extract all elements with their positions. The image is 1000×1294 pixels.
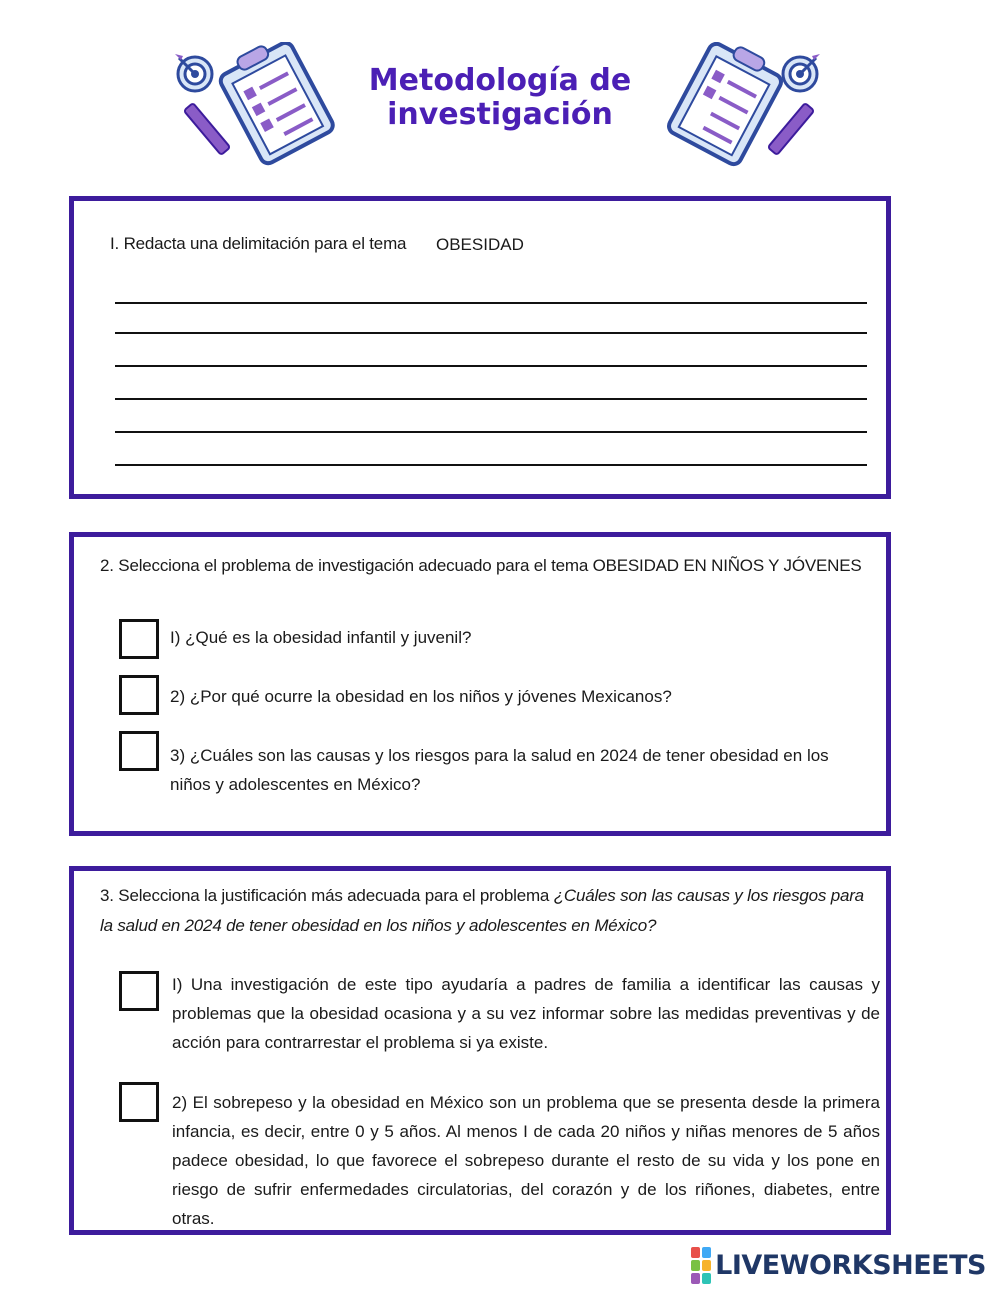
section-delimitation [69,196,891,499]
logo-block [702,1273,711,1284]
section1-question: I. Redacta una delimitación para el tema [110,234,407,253]
pencil-icon [768,103,814,155]
checkbox-justification-2[interactable] [119,1082,159,1122]
answer-line-5[interactable] [115,431,867,433]
checkbox-problem-2[interactable] [119,675,159,715]
section-justification [69,866,891,1235]
logo-block [691,1247,700,1258]
logo-block [691,1273,700,1284]
answer-line-6[interactable] [115,464,867,466]
target-icon [175,54,212,91]
section2-question: 2. Selecciona el problema de investigación adecuado para el tema OBESIDAD EN NIÑOS Y JÓVENES [100,556,862,575]
target-icon [783,54,820,91]
section3-question-problem: ¿Cuáles son las causas y los riesgos para la salud en 2024 de tener obesidad en los niños y adolescentes en México? [100,886,864,935]
answer-line-3[interactable] [115,365,867,367]
answer-line-1[interactable] [115,302,867,304]
problem-option-1: I) ¿Qué es la obesidad infantil y juvenil? [170,628,472,647]
checkbox-problem-1[interactable] [119,619,159,659]
clipboard-icon [214,42,335,166]
clipboard-illustration-right [660,42,835,167]
section3-question [100,881,870,941]
pencil-icon [184,103,230,155]
justification-option-2: 2) El sobrepeso y la obesidad en México son un problema que se presenta desde la primera infancia, es decir, entre 0 y 5 años. Al menos I de cada 20 niños y niñas menores de 5 años padece obesidad, lo que favorece el sobrepeso durante el resto de su vida y los pone en riesgo de sufrir enfermedades circulatorias, del corazón y de los riñones, diabetes, entre otras. [172,1093,880,1228]
justification-option-1: I) Una investigación de este tipo ayudaría a padres de familia a identificar las causas y problemas que la obesidad ocasiona y a su vez informar sobre las medidas preventivas y de acción para contrarrestar el problema si ya existe. [172,975,880,1052]
checkbox-problem-3[interactable] [119,731,159,771]
problem-option-3: 3) ¿Cuáles son las causas y los riesgos para la salud en 2024 de tener obesidad en los niños y adolescentes en México? [170,746,829,794]
logo-block [702,1247,711,1258]
title-line-1: Metodología de [368,63,632,98]
checkbox-justification-1[interactable] [119,971,159,1011]
answer-line-2[interactable] [115,332,867,334]
brand-name: LIVEWORKSHEETS [715,1250,986,1281]
problem-option-2: 2) ¿Por qué ocurre la obesidad en los niños y jóvenes Mexicanos? [170,687,672,706]
logo-block [691,1260,700,1271]
page-title [340,64,660,132]
logo-block [702,1260,711,1271]
section-research-problem [69,532,891,836]
clipboard-illustration-left [165,42,340,167]
section1-topic: OBESIDAD [436,235,524,254]
section3-question-prefix: 3. Selecciona la justificación más adecuada para el problema [100,886,550,905]
title-line-2: investigación [387,97,613,132]
liveworksheets-brand[interactable] [691,1247,986,1284]
liveworksheets-logo-icon [691,1247,711,1284]
answer-line-4[interactable] [115,398,867,400]
